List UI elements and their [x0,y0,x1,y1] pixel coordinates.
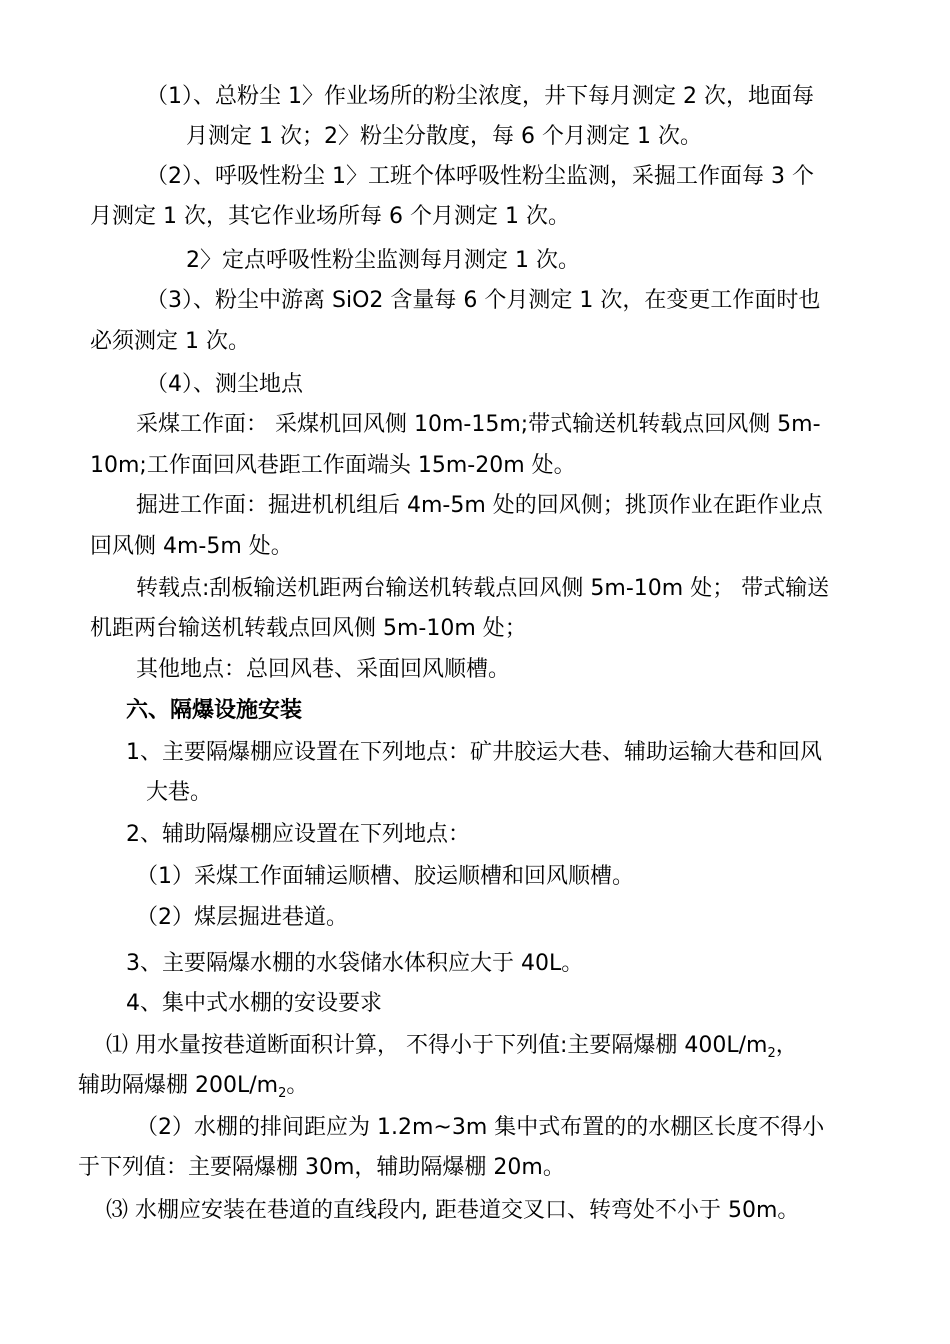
subscript: 2 [278,1086,287,1101]
punctuation: 。 [286,1073,309,1098]
text-line: 1、主要隔爆棚应设置在下列地点：矿井胶运大巷、辅助运输大巷和回风 [126,740,822,765]
text-line: 2、辅助隔爆棚应设置在下列地点： [126,822,470,847]
text-line: 3、主要隔爆水棚的水袋储水体积应大于 40L。 [126,951,584,976]
text-line: （1）采煤工作面辅运顺槽、胶运顺槽和回风顺槽。 [136,864,634,889]
text-line: 10m;工作面回风巷距工作面端头 15m-20m 处。 [90,453,576,478]
text-line: 掘进工作面：掘进机机组后 4m-5m 处的回风侧；挑顶作业在距作业点 [136,493,823,518]
text-line: 月测定 1 次，其它作业场所每 6 个月测定 1 次。 [90,204,570,229]
text-line: 转载点:刮板输送机距两台输送机转载点回风侧 5m-10m 处； 带式输送 [136,576,830,601]
subscript: 2 [767,1046,776,1061]
text-line: 2〉定点呼吸性粉尘监测每月测定 1 次。 [186,248,580,273]
text-segment: ⑴ 用水量按巷道断面积计算， 不得小于下列值:主要隔爆棚 400L/m [106,1033,768,1058]
text-line: 回风侧 4m-5m 处。 [90,534,293,559]
text-line: （1）、总粉尘 1〉作业场所的粉尘浓度，井下每月测定 2 次，地面每 [146,84,814,109]
text-line: （2）煤层掘进巷道。 [136,905,348,930]
text-line: （4）、测尘地点 [146,372,303,397]
text-line: 其他地点：总回风巷、采面回风顺槽。 [136,657,511,682]
text-line: （3）、粉尘中游离 SiO2 含量每 6 个月测定 1 次，在变更工作面时也 [146,288,821,313]
text-line: 4、集中式水棚的安设要求 [126,991,382,1016]
text-line: 必须测定 1 次。 [90,329,250,354]
text-line: （2）水棚的排间距应为 1.2m~3m 集中式布置的的水棚区长度不得小 [136,1115,825,1140]
text-segment: 辅助隔爆棚 200L/m [78,1073,279,1098]
punctuation: ， [775,1033,798,1058]
text-line: 月测定 1 次；2〉粉尘分散度，每 6 个月测定 1 次。 [186,124,702,149]
text-line: 机距两台输送机转载点回风侧 5m-10m 处； [90,616,527,641]
text-line: （2）、呼吸性粉尘 1〉工班个体呼吸性粉尘监测，采掘工作面每 3 个 [146,164,814,189]
section-heading: 六、隔爆设施安装 [126,698,303,723]
text-line [78,1072,308,1103]
text-line: 采煤工作面： 采煤机回风侧 10m-15m;带式输送机转载点回风侧 5m- [136,412,821,437]
text-line [106,1032,798,1063]
text-line: 于下列值：主要隔爆棚 30m，辅助隔爆棚 20m。 [78,1155,565,1180]
text-line: ⑶ 水棚应安装在巷道的直线段内, 距巷道交叉口、转弯处不小于 50m。 [106,1198,800,1223]
text-line: 大巷。 [146,780,213,805]
